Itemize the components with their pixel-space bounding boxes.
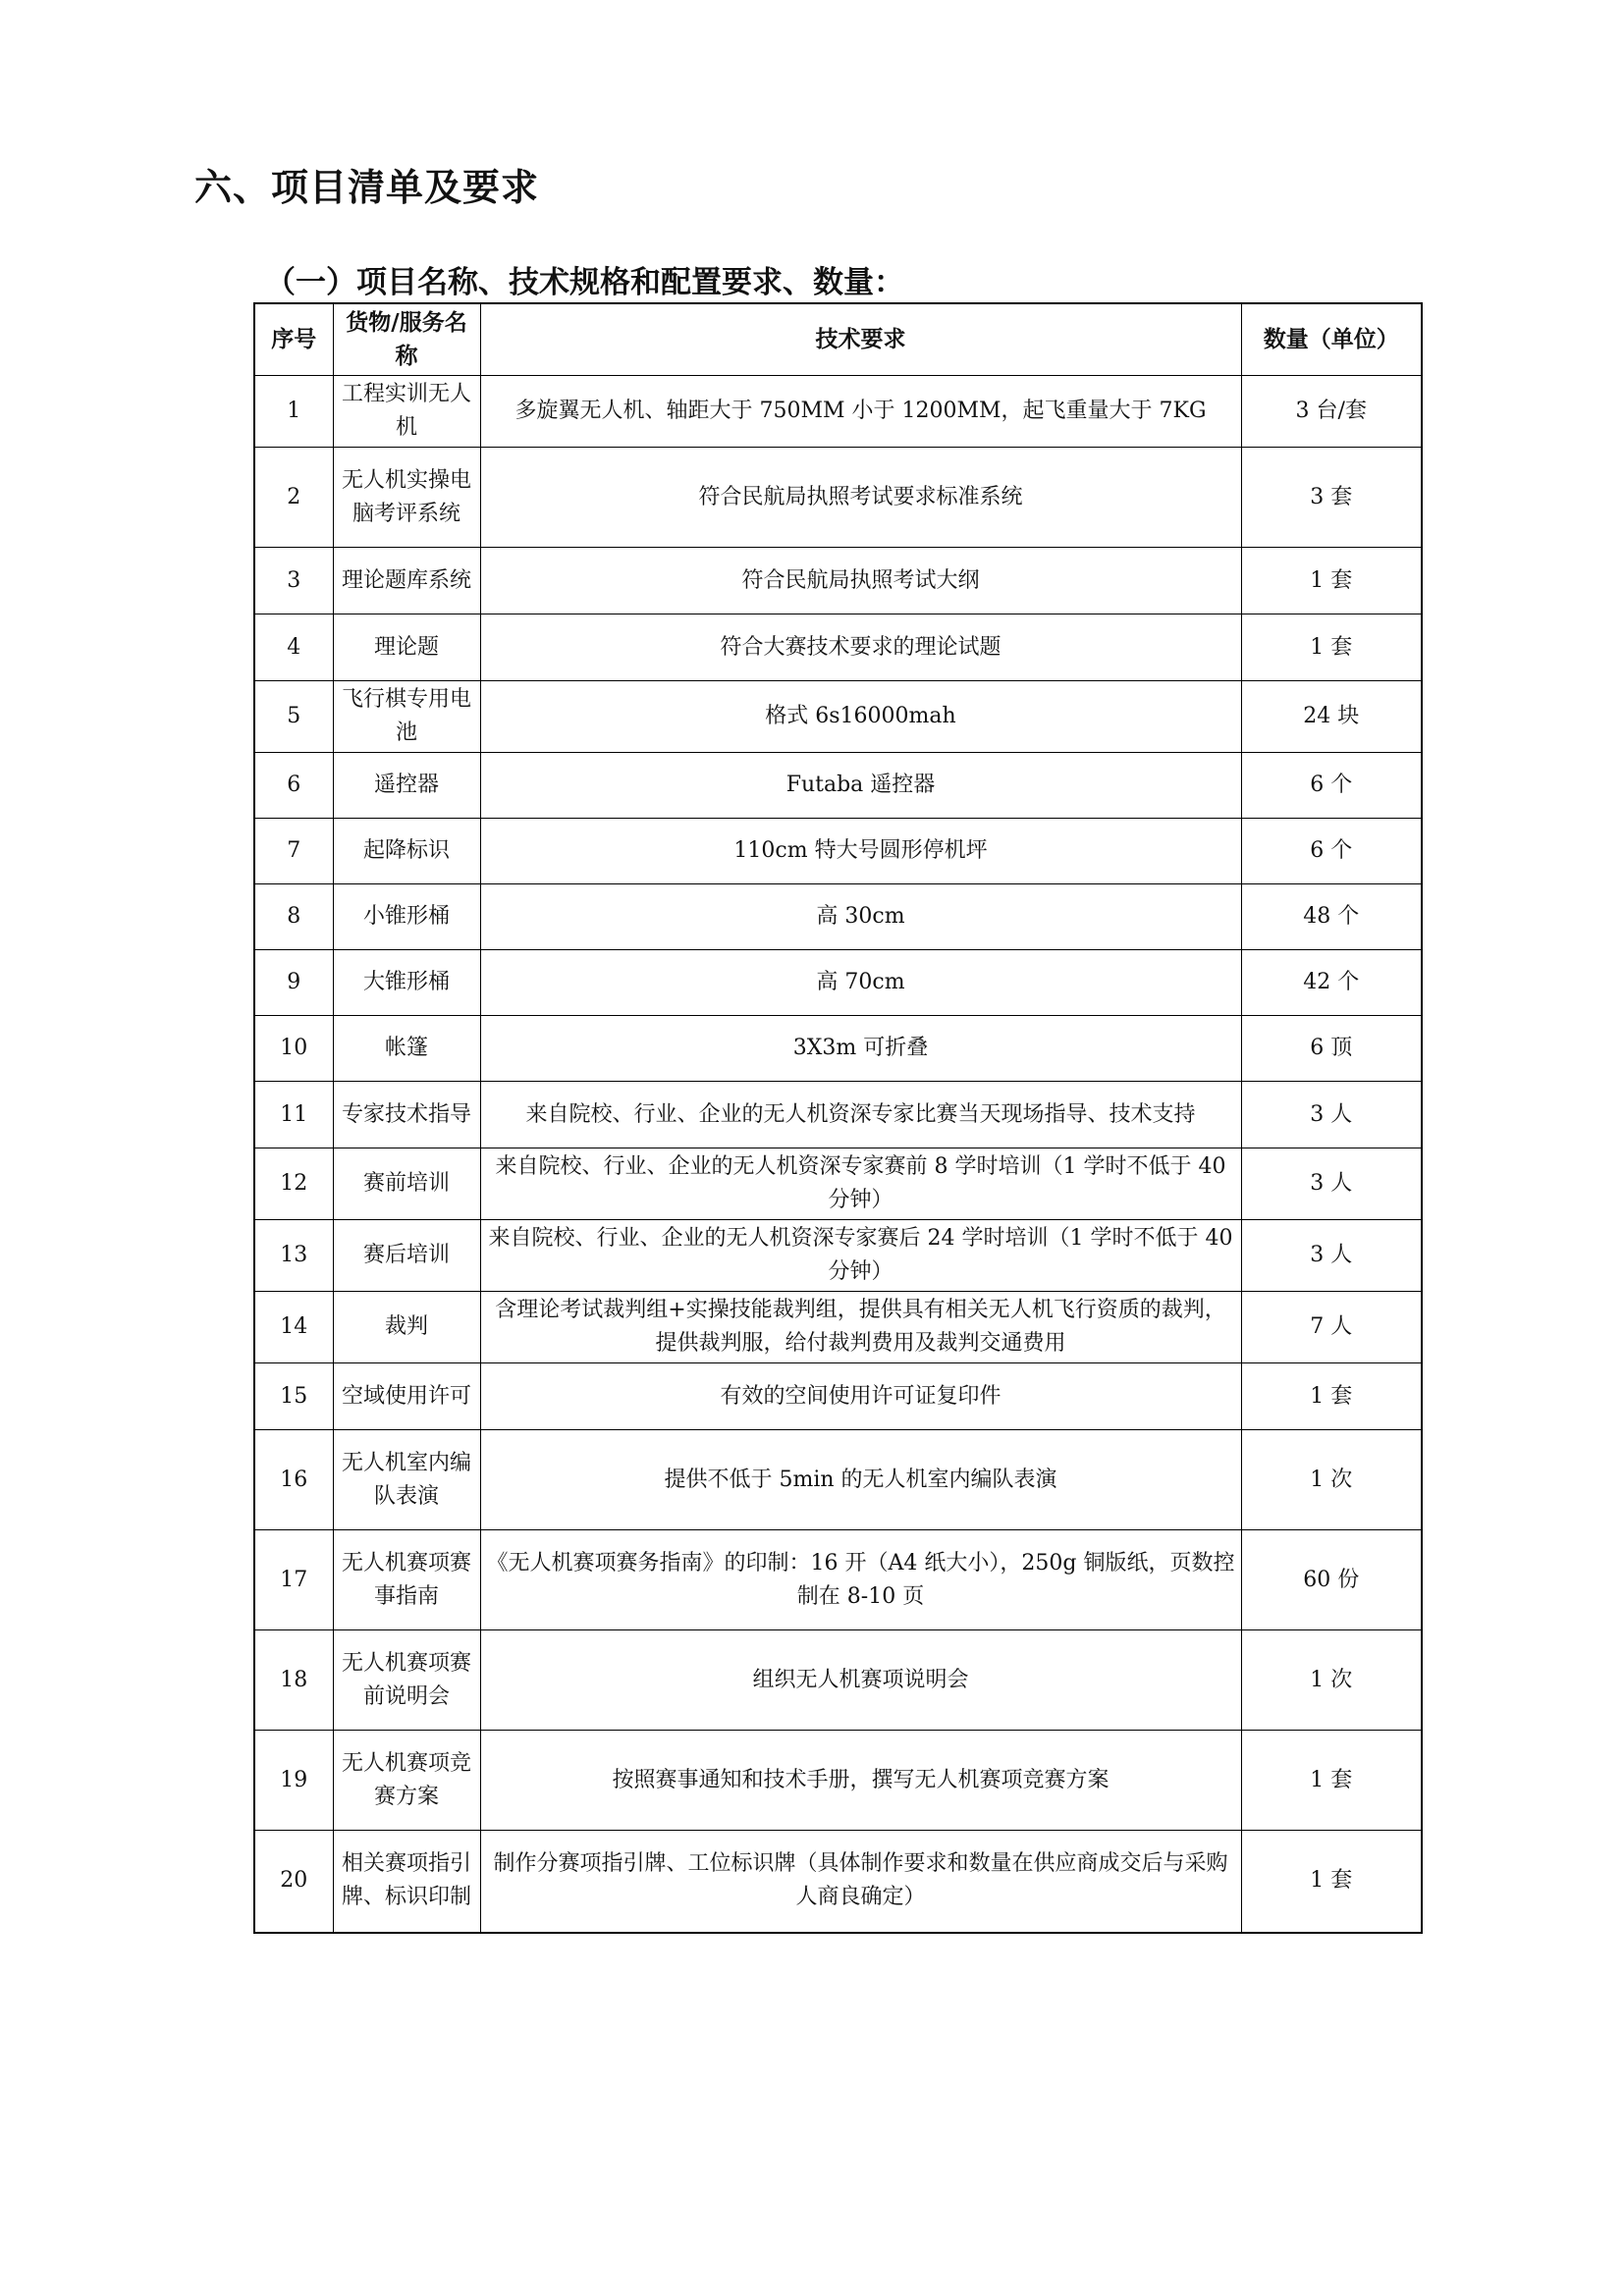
cell-seq: 8: [254, 884, 333, 950]
table-row: [254, 884, 1422, 950]
cell-spec: 110cm 特大号圆形停机坪: [480, 819, 1241, 884]
cell-name: 无人机室内编队表演: [333, 1430, 480, 1530]
cell-seq: 11: [254, 1082, 333, 1148]
cell-spec: 多旋翼无人机、轴距大于 750MM 小于 1200MM，起飞重量大于 7KG: [480, 376, 1241, 448]
cell-spec: 提供不低于 5min 的无人机室内编队表演: [480, 1430, 1241, 1530]
cell-qty: 1 套: [1241, 1363, 1422, 1430]
cell-seq: 13: [254, 1220, 333, 1292]
cell-seq: 12: [254, 1148, 333, 1220]
cell-spec: 高 70cm: [480, 950, 1241, 1016]
cell-name: 相关赛项指引牌、标识印制: [333, 1831, 480, 1933]
cell-qty: 3 人: [1241, 1082, 1422, 1148]
cell-qty: 3 台/套: [1241, 376, 1422, 448]
cell-name: 理论题库系统: [333, 548, 480, 614]
cell-spec: 高 30cm: [480, 884, 1241, 950]
cell-qty: 60 份: [1241, 1530, 1422, 1630]
cell-seq: 2: [254, 448, 333, 548]
cell-name: 无人机赛项赛事指南: [333, 1530, 480, 1630]
section-heading: 六、项目清单及要求: [194, 166, 540, 209]
cell-name: 无人机赛项赛前说明会: [333, 1630, 480, 1731]
table-row: [254, 1430, 1422, 1530]
cell-qty: 6 顶: [1241, 1016, 1422, 1082]
cell-qty: 1 次: [1241, 1430, 1422, 1530]
cell-name: 大锥形桶: [333, 950, 480, 1016]
table-header-row: [254, 303, 1422, 376]
table-row: [254, 1363, 1422, 1430]
cell-name: 赛后培训: [333, 1220, 480, 1292]
table-row: [254, 548, 1422, 614]
table-row: [254, 1731, 1422, 1831]
cell-spec: 含理论考试裁判组+实操技能裁判组，提供具有相关无人机飞行资质的裁判，提供裁判服，给付裁判费用及裁判交通费用: [480, 1292, 1241, 1363]
cell-qty: 24 块: [1241, 681, 1422, 753]
cell-name: 无人机实操电脑考评系统: [333, 448, 480, 548]
cell-name: 小锥形桶: [333, 884, 480, 950]
cell-name: 遥控器: [333, 753, 480, 819]
cell-seq: 15: [254, 1363, 333, 1430]
cell-seq: 1: [254, 376, 333, 448]
cell-spec: 制作分赛项指引牌、工位标识牌（具体制作要求和数量在供应商成交后与采购人商良确定）: [480, 1831, 1241, 1933]
cell-name: 工程实训无人机: [333, 376, 480, 448]
cell-seq: 14: [254, 1292, 333, 1363]
cell-qty: 6 个: [1241, 819, 1422, 884]
subsection-heading: （一）项目名称、技术规格和配置要求、数量：: [265, 265, 904, 300]
cell-spec: 来自院校、行业、企业的无人机资深专家赛后 24 学时培训（1 学时不低于 40 分钟）: [480, 1220, 1241, 1292]
cell-spec: 符合民航局执照考试要求标准系统: [480, 448, 1241, 548]
header-qty: 数量（单位）: [1241, 303, 1422, 376]
cell-spec: 格式 6s16000mah: [480, 681, 1241, 753]
cell-seq: 10: [254, 1016, 333, 1082]
cell-name: 起降标识: [333, 819, 480, 884]
table-row: [254, 819, 1422, 884]
cell-qty: 3 人: [1241, 1220, 1422, 1292]
cell-qty: 3 套: [1241, 448, 1422, 548]
cell-spec: 按照赛事通知和技术手册，撰写无人机赛项竞赛方案: [480, 1731, 1241, 1831]
table-row: [254, 753, 1422, 819]
cell-qty: 1 次: [1241, 1630, 1422, 1731]
cell-name: 帐篷: [333, 1016, 480, 1082]
header-name: 货物/服务名称: [333, 303, 480, 376]
table-row: [254, 1016, 1422, 1082]
cell-spec: 3X3m 可折叠: [480, 1016, 1241, 1082]
cell-seq: 18: [254, 1630, 333, 1731]
cell-qty: 3 人: [1241, 1148, 1422, 1220]
cell-seq: 9: [254, 950, 333, 1016]
cell-name: 专家技术指导: [333, 1082, 480, 1148]
cell-name: 裁判: [333, 1292, 480, 1363]
header-seq: 序号: [254, 303, 333, 376]
cell-spec: 来自院校、行业、企业的无人机资深专家比赛当天现场指导、技术支持: [480, 1082, 1241, 1148]
cell-seq: 17: [254, 1530, 333, 1630]
cell-name: 空域使用许可: [333, 1363, 480, 1430]
cell-seq: 6: [254, 753, 333, 819]
cell-spec: 符合大赛技术要求的理论试题: [480, 614, 1241, 681]
project-list-table: [253, 302, 1423, 1934]
cell-qty: 1 套: [1241, 614, 1422, 681]
cell-name: 理论题: [333, 614, 480, 681]
cell-spec: 有效的空间使用许可证复印件: [480, 1363, 1241, 1430]
table-row: [254, 1831, 1422, 1933]
cell-name: 无人机赛项竞赛方案: [333, 1731, 480, 1831]
cell-qty: 1 套: [1241, 1831, 1422, 1933]
cell-spec: Futaba 遥控器: [480, 753, 1241, 819]
table-row: [254, 681, 1422, 753]
table-row: [254, 1530, 1422, 1630]
cell-qty: 48 个: [1241, 884, 1422, 950]
cell-seq: 16: [254, 1430, 333, 1530]
cell-spec: 《无人机赛项赛务指南》的印制：16 开（A4 纸大小），250g 铜版纸，页数控制在 8-10 页: [480, 1530, 1241, 1630]
cell-qty: 6 个: [1241, 753, 1422, 819]
cell-spec: 来自院校、行业、企业的无人机资深专家赛前 8 学时培训（1 学时不低于 40 分钟）: [480, 1148, 1241, 1220]
cell-seq: 4: [254, 614, 333, 681]
cell-name: 飞行棋专用电池: [333, 681, 480, 753]
cell-qty: 7 人: [1241, 1292, 1422, 1363]
table-row: [254, 614, 1422, 681]
table-row: [254, 1082, 1422, 1148]
cell-name: 赛前培训: [333, 1148, 480, 1220]
cell-qty: 1 套: [1241, 548, 1422, 614]
cell-seq: 20: [254, 1831, 333, 1933]
table-row: [254, 376, 1422, 448]
table-row: [254, 1220, 1422, 1292]
table-row: [254, 950, 1422, 1016]
cell-seq: 7: [254, 819, 333, 884]
cell-spec: 符合民航局执照考试大纲: [480, 548, 1241, 614]
cell-seq: 19: [254, 1731, 333, 1831]
cell-seq: 3: [254, 548, 333, 614]
header-spec: 技术要求: [480, 303, 1241, 376]
table-row: [254, 1148, 1422, 1220]
cell-qty: 1 套: [1241, 1731, 1422, 1831]
table-row: [254, 1292, 1422, 1363]
cell-qty: 42 个: [1241, 950, 1422, 1016]
table-row: [254, 1630, 1422, 1731]
table-row: [254, 448, 1422, 548]
cell-seq: 5: [254, 681, 333, 753]
cell-spec: 组织无人机赛项说明会: [480, 1630, 1241, 1731]
